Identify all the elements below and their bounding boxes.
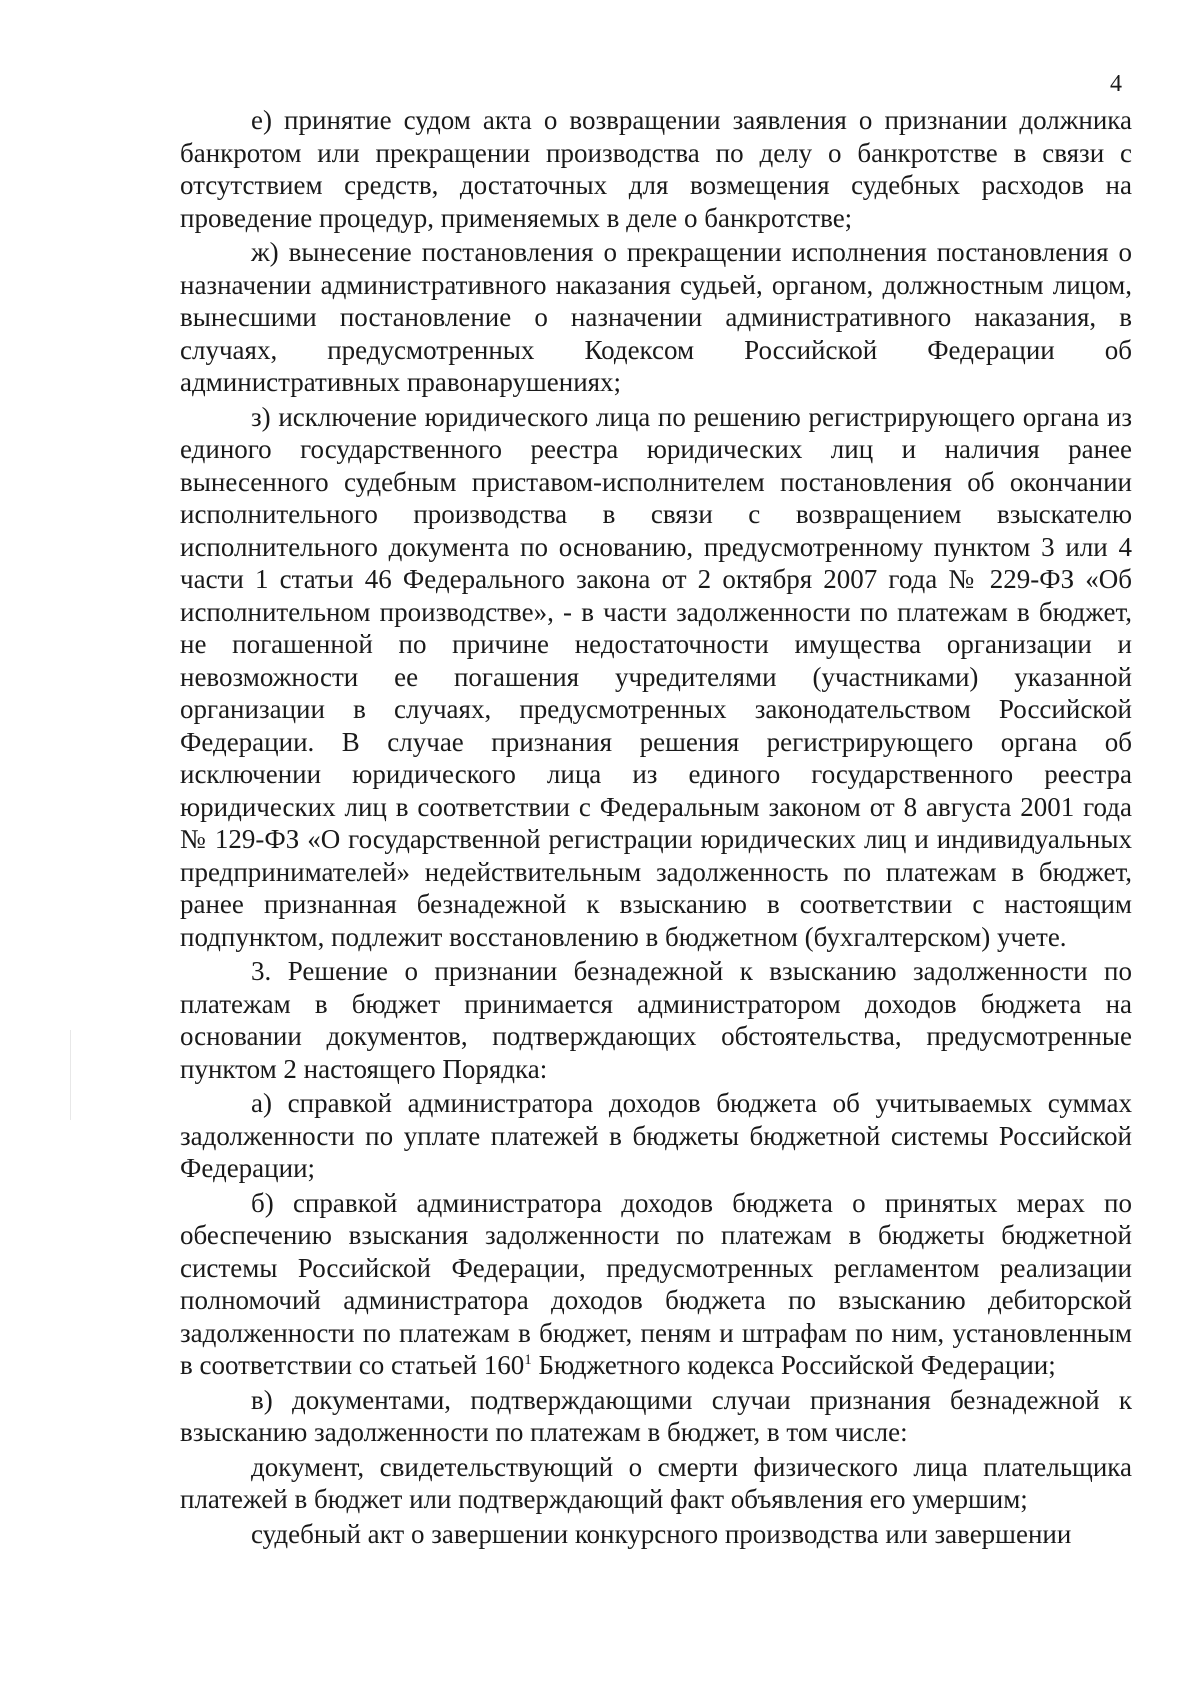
paragraph-subpoint-b-tail: Бюджетного кодекса Российской Федерации; [531,1350,1056,1380]
paragraph-subpoint-z: з) исключение юридического лица по решению регистрирующего органа из единого государственного реестра юридических лиц и наличия ранее вынесенного судебным приставом-исполнителем постановления об окончании исполнительного производства в связи с возвращением взыскателю исполнительного документа по основанию, предусмотренному пунктом 3 или 4 части 1 статьи 46 Федерального закона от 2 октября 2007 года № 229-ФЗ «Об исполнительном производстве», - в части задолженности по платежам в бюджет, не погашенной по причине недостаточности имущества организации и невозможности ее погашения учредителями (участниками) указанной организации в случаях, предусмотренных законодательством Российской Федерации. В случае признания решения регистрирующего органа об исключении юридического лица из единого государственного реестра юридических лиц в соответствии с Федеральным законом от 8 августа 2001 года № 129-ФЗ «О государственной регистрации юридических лиц и индивидуальных предпринимателей» недействительным задолженность по платежам в бюджет, ранее признанная безнадежной к взысканию в соответствии с настоящим подпунктом, подлежит восстановлению в бюджетном (бухгалтерском) учете. [180,401,1132,952]
paragraph-subpoint-e: е) принятие судом акта о возвращении заявления о признании должника банкротом или прекращении производства по делу о банкротстве в связи с отсутствием средств, достаточных для возмещения судебных расходов на проведение процедур, применяемых в деле о банкротстве; [180,105,1132,233]
paragraph-subpoint-b [180,1187,1132,1382]
paragraph-subpoint-v: в) документами, подтверждающими случаи признания безнадежной к взысканию задолженности по платежам в бюджет, в том числе: [180,1384,1132,1447]
paragraph-court-act: судебный акт о завершении конкурсного производства или завершении [251,1518,1072,1549]
superscript-article-index: 1 [524,1352,532,1368]
scan-margin-mark [70,1030,71,1120]
document-body [180,104,1132,1550]
page-number: 4 [1110,71,1122,97]
paragraph-subpoint-zh: ж) вынесение постановления о прекращении исполнения постановления о назначении административного наказания судьей, органом, должностным лицом, вынесшими постановление о назначении административного наказания, в случаях, предусмотренных Кодексом Российской Федерации об административных правонарушениях; [180,237,1132,397]
paragraph-point-3: 3. Решение о признании безнадежной к взысканию задолженности по платежам в бюджет принимается администратором доходов бюджета на основании документов, подтверждающих обстоятельства, предусмотренные пунктом 2 настоящего Порядка: [180,956,1132,1084]
paragraph-subpoint-a: а) справкой администратора доходов бюджета об учитываемых суммах задолженности по уплате платежей в бюджеты бюджетной системы Российской Федерации; [180,1088,1132,1183]
paragraph-subpoint-b-main: б) справкой администратора доходов бюджета о принятых мерах по обеспечению взыскания задолженности по платежам в бюджеты бюджетной системы Российской Федерации, предусмотренных регламентом реализации полномочий администратора доходов бюджета по взысканию дебиторской задолженности по платежам в бюджет, пеням и штрафам по ним, установленным в соответствии со статьей 160 [180,1187,1132,1380]
paragraph-death-document: документ, свидетельствующий о смерти физического лица плательщика платежей в бюджет или подтверждающий факт объявления его умершим; [180,1451,1132,1514]
